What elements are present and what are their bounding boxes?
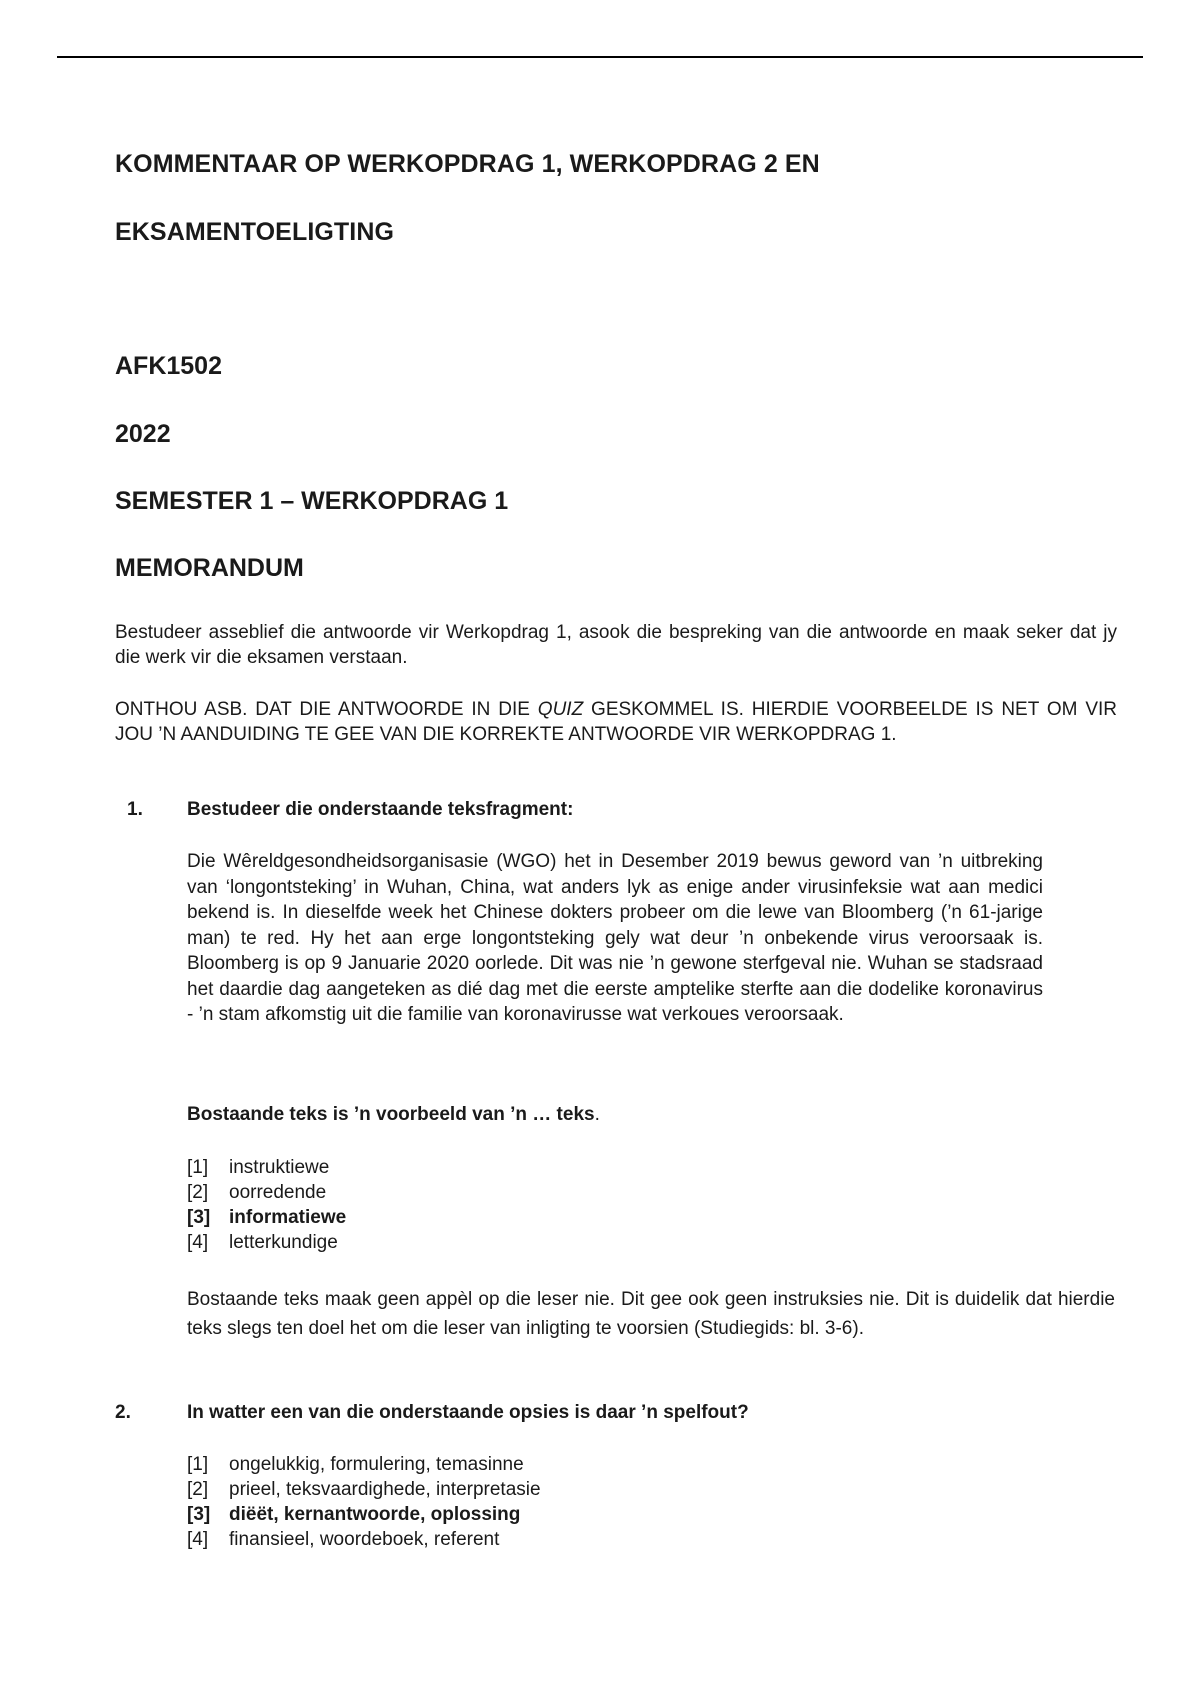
q1-option-2 [187,1180,346,1205]
course-code: AFK1502 [115,352,222,380]
doc-title-line1: KOMMENTAAR OP WERKOPDRAG 1, WERKOPDRAG 2 EN [115,150,820,178]
question-1-explanation: Bostaande teks maak geen appèl op die leser nie. Dit gee ook geen instruksies nie. Dit is duidelik dat hierdie teks slegs ten doel het om die leser van inligting te voorsien (Studiegids: bl. 3-6). [187,1289,1115,1339]
quiz-term: QUIZ [537,699,584,720]
q2-option-2 [187,1477,541,1502]
reminder-text-start: ONTHOU ASB. DAT DIE ANTWOORDE IN DIE [115,699,538,720]
top-rule [57,56,1143,58]
question-1-number: 1. [127,799,143,820]
question-1-passage: Die Wêreldgesondheidsorganisasie (WGO) het in Desember 2019 bewus geword van ’n uitbreking van ‘longontsteking’ in Wuhan, China, wat anders lyk as enige ander virusinfeksie wat aan medici bekend is. In dieselfde week het Chinese dokters probeer om die lewe van Bloomberg (’n 61-jarige man) te red. Hy het aan erge longontsteking gely wat deur ’n onbekende virus veroorsaak is. Bloomberg is op 9 Januarie 2020 oorlede. Dit was nie ’n gewone sterfgeval nie. Wuhan se stadsraad het daardie dag aangeteken as dié dag met die eerste amptelike sterfte aan die dodelike koronavirus - ’n stam afkomstig uit die familie van koronavirusse wat verkoues veroorsaak. [187,851,1043,1025]
option-text: letterkundige [229,1232,338,1253]
reminder-text-end: GESKOMMEL IS. HIERDIE VOORBEELDE IS NET OM VIR JOU ’N AANDUIDING TE GEE VAN DIE KORREKTE ANTWOORDE VIR WERKOPDRAG 1. [115,699,1117,745]
question-2-prompt: In watter een van die onderstaande opsies is daar ’n spelfout? [187,1402,749,1423]
question-1-options [187,1155,346,1255]
question-2-options [187,1452,541,1552]
reminder-paragraph [115,698,1117,747]
q2-option-1 [187,1452,541,1477]
option-text: finansieel, woordeboek, referent [229,1529,500,1550]
question-1-prompt: Bestudeer die onderstaande teksfragment: [187,799,574,820]
subprompt-period: . [594,1104,600,1125]
doc-title-line2: EKSAMENTOELIGTING [115,218,395,246]
year: 2022 [115,420,171,448]
option-text: instruktiewe [229,1157,330,1178]
option-text: prieel, teksvaardighede, interpretasie [229,1479,541,1500]
option-number: [1] [187,1454,209,1475]
option-number: [2] [187,1182,209,1203]
option-text: informatiewe [229,1207,347,1228]
question-2-number: 2. [115,1402,131,1423]
option-number: [3] [187,1504,211,1525]
q1-option-3-correct [187,1205,346,1230]
question-1-subprompt [187,1104,600,1126]
option-number: [1] [187,1157,209,1178]
option-number: [3] [187,1207,211,1228]
option-text: oorredende [229,1182,327,1203]
option-number: [4] [187,1529,209,1550]
option-number: [4] [187,1232,209,1253]
subprompt-text: Bostaande teks is ’n voorbeeld van ’n … teks [187,1104,595,1125]
option-number: [2] [187,1479,209,1500]
semester-heading: SEMESTER 1 – WERKOPDRAG 1 [115,487,509,515]
q2-option-4 [187,1527,541,1552]
option-text: diëët, kernantwoorde, oplossing [229,1504,521,1525]
memorandum-heading: MEMORANDUM [115,554,304,582]
option-text: ongelukkig, formulering, temasinne [229,1454,524,1475]
intro-paragraph: Bestudeer asseblief die antwoorde vir Werkopdrag 1, asook die bespreking van die antwoorde en maak seker dat jy die werk vir die eksamen verstaan. [115,622,1117,668]
q1-option-4 [187,1230,346,1255]
q1-option-1 [187,1155,346,1180]
q2-option-3-correct [187,1502,541,1527]
